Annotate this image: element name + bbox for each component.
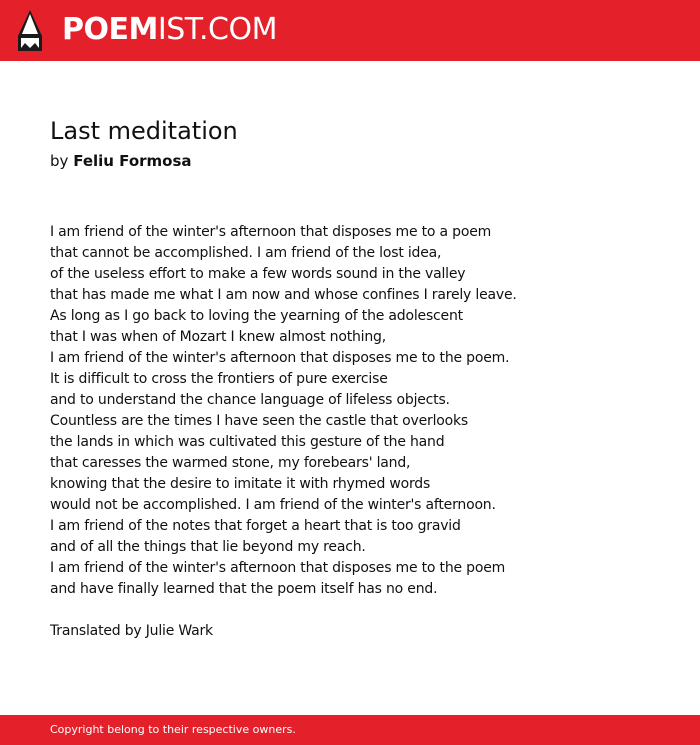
poem-author: Feliu Formosa: [73, 152, 192, 170]
poem-title: Last meditation: [50, 117, 238, 145]
poem-line: that has made me what I am now and whose confines I rarely leave.: [50, 287, 517, 303]
poem-line: that caresses the warmed stone, my forebears' land,: [50, 455, 411, 471]
poem-line: I am friend of the winter's afternoon that disposes me to a poem: [50, 224, 492, 240]
poem-line: As long as I go back to loving the yearning of the adolescent: [50, 308, 463, 324]
poem-line: I am friend of the winter's afternoon that disposes me to the poem.: [50, 350, 510, 366]
poem-line: knowing that the desire to imitate it with rhymed words: [50, 476, 431, 492]
poem-line: I am friend of the notes that forget a heart that is too gravid: [50, 518, 461, 534]
poem-line: that cannot be accomplished. I am friend of the lost idea,: [50, 245, 442, 261]
poem-line: It is difficult to cross the frontiers of pure exercise: [50, 371, 388, 387]
site-header: [0, 0, 700, 61]
brand-light: IST.COM: [157, 12, 277, 47]
copyright-text: Copyright belong to their respective owners.: [50, 723, 296, 736]
poem-line: would not be accomplished. I am friend of the winter's afternoon.: [50, 497, 496, 513]
poem-line: Countless are the times I have seen the castle that overlooks: [50, 413, 468, 429]
poem-line: I am friend of the winter's afternoon that disposes me to the poem: [50, 560, 506, 576]
poem-line: and have finally learned that the poem itself has no end.: [50, 581, 438, 597]
by-label: by: [50, 152, 69, 170]
poem-content: [50, 114, 670, 642]
poem-line: and to understand the chance language of lifeless objects.: [50, 392, 450, 408]
poem-line: that I was when of Mozart I knew almost nothing,: [50, 329, 386, 345]
pencil-tip-icon[interactable]: [18, 10, 42, 51]
poem-line: the lands in which was cultivated this gesture of the hand: [50, 434, 445, 450]
poem-line: and of all the things that lie beyond my reach.: [50, 539, 366, 555]
poem-line: of the useless effort to make a few words sound in the valley: [50, 266, 466, 282]
brand-bold: POEM: [62, 12, 158, 47]
site-logo-text[interactable]: [62, 12, 277, 48]
site-footer: [0, 715, 700, 745]
poem-body: [50, 222, 670, 600]
poem-byline: [50, 150, 670, 172]
translation-credit: Translated by Julie Wark: [50, 623, 213, 639]
